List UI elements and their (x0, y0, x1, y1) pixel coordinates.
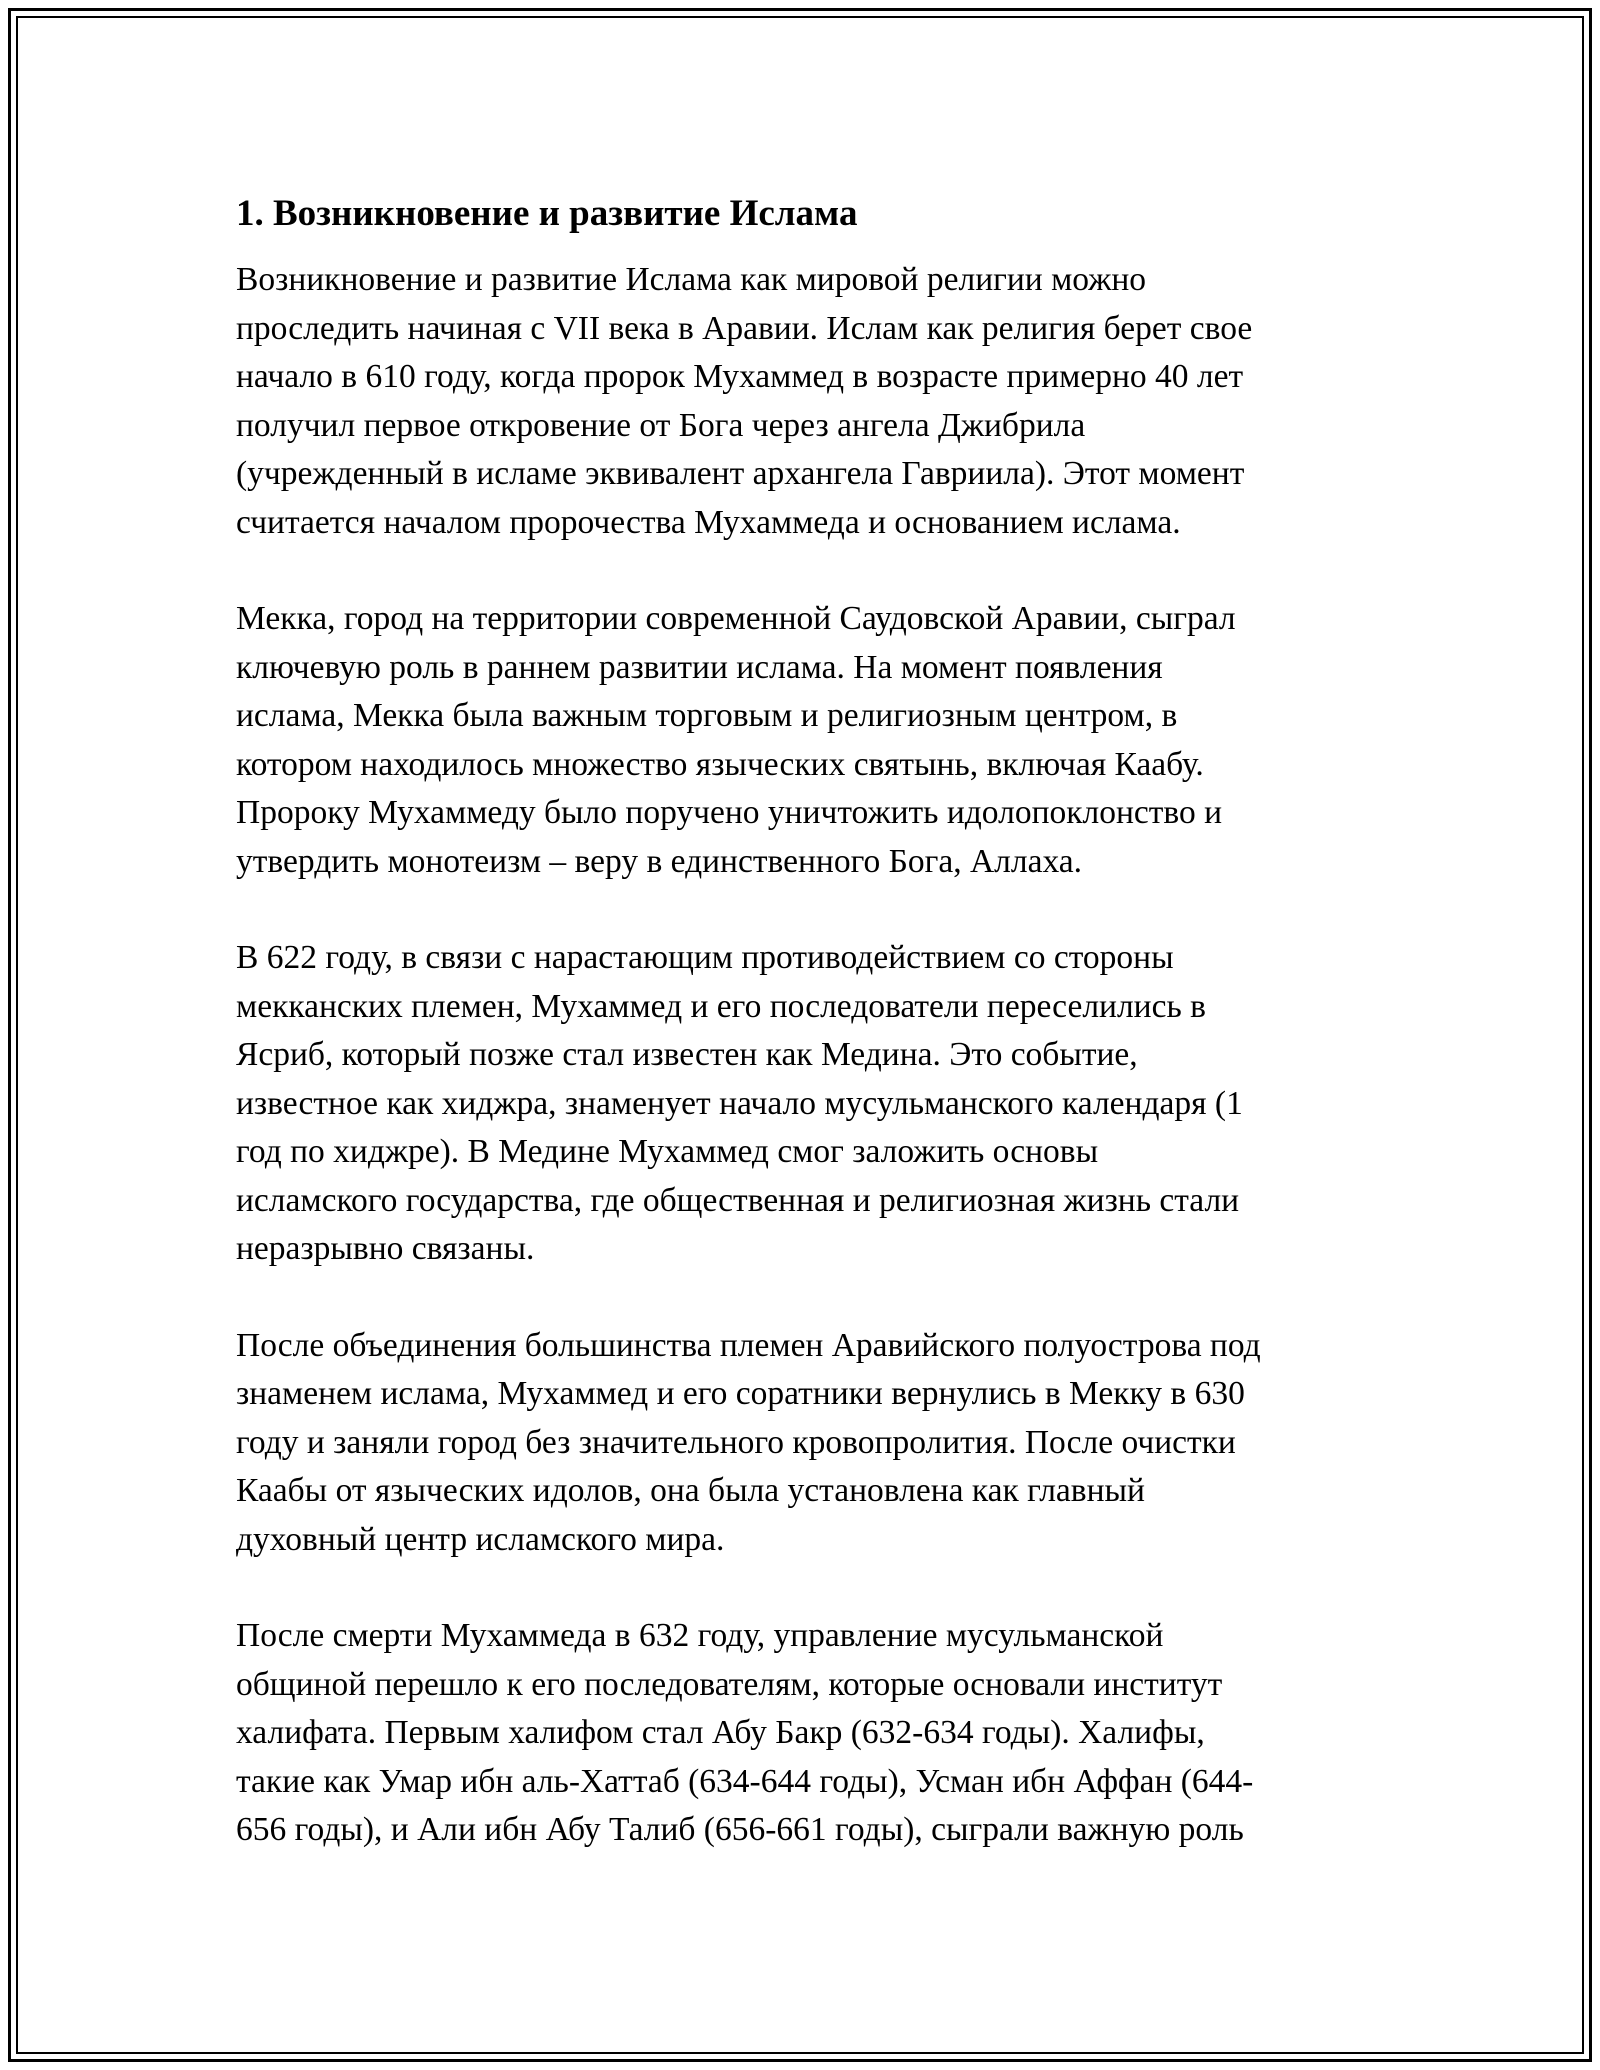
text-line: ключевую роль в раннем развитии ислама. На момент появления (236, 648, 1163, 686)
text-line: котором находилось множество языческих святынь, включая Каабу. (236, 745, 1204, 783)
text-line: утвердить монотеизм – веру в единственного Бога, Аллаха. (236, 842, 1083, 880)
text-line: получил первое откровение от Бога через ангела Джибрила (236, 406, 1086, 444)
section-heading: 1. Возникновение и развитие Ислама (236, 193, 858, 234)
paragraph (236, 1612, 1396, 1855)
text-line: (учрежденный в исламе эквивалент архангела Гавриила). Этот момент (236, 455, 1245, 492)
text-line: Мекка, город на территории современной Саудовской Аравии, сыграл (236, 600, 1236, 637)
text-line: мекканских племен, Мухаммед и его последователи переселились в (236, 987, 1206, 1025)
paragraph (236, 1322, 1396, 1565)
paragraph (236, 934, 1396, 1274)
text-line: духовный центр исламского мира. (236, 1520, 725, 1558)
text-line: халифата. Первым халифом стал Абу Бакр (632-634 годы). Халифы, (236, 1714, 1205, 1751)
text-line: ислама, Мекка была важным торговым и религиозным центром, в (236, 697, 1178, 734)
paragraph (236, 595, 1396, 886)
text-line: В 622 году, в связи с нарастающим противодействием со стороны (236, 939, 1174, 976)
paragraph (236, 256, 1396, 547)
text-line: Каабы от языческих идолов, она была установлена как главный (236, 1472, 1145, 1509)
text-line: Ясриб, который позже стал известен как Медина. Это событие, (236, 1036, 1138, 1073)
text-line: известное как хиджра, знаменует начало мусульманского календаря (1 (236, 1084, 1243, 1122)
text-line: год по хиджре). В Медине Мухаммед смог заложить основы (236, 1133, 1099, 1170)
document-body (236, 256, 1396, 1855)
text-line: неразрывно связаны. (236, 1230, 535, 1267)
text-line: Возникновение и развитие Ислама как мировой религии можно (236, 261, 1147, 298)
document-page (236, 186, 1396, 1903)
text-line: проследить начиная с VII века в Аравии. Ислам как религия берет свое (236, 309, 1253, 347)
text-line: общиной перешло к его последователям, которые основали институт (236, 1665, 1223, 1703)
text-line: После объединения большинства племен Аравийского полуострова под (236, 1326, 1261, 1364)
text-line: считается началом пророчества Мухаммеда и основанием ислама. (236, 503, 1181, 541)
text-line: такие как Умар ибн аль-Хаттаб (634-644 годы), Усман ибн Аффан (644- (236, 1762, 1254, 1800)
text-line: знаменем ислама, Мухаммед и его соратники вернулись в Мекку в 630 (236, 1375, 1245, 1412)
text-line: После смерти Мухаммеда в 632 году, управление мусульманской (236, 1617, 1164, 1654)
text-line: начало в 610 году, когда пророк Мухаммед в возрасте примерно 40 лет (236, 358, 1244, 395)
text-line: году и заняли город без значительного кровопролития. После очистки (236, 1423, 1236, 1461)
text-line: исламского государства, где общественная и религиозная жизнь стали (236, 1181, 1240, 1219)
text-line: Пророку Мухаммеду было поручено уничтожить идолопоклонство и (236, 794, 1223, 831)
text-line: 656 годы), и Али ибн Абу Талиб (656-661 годы), сыграли важную роль (236, 1811, 1244, 1848)
